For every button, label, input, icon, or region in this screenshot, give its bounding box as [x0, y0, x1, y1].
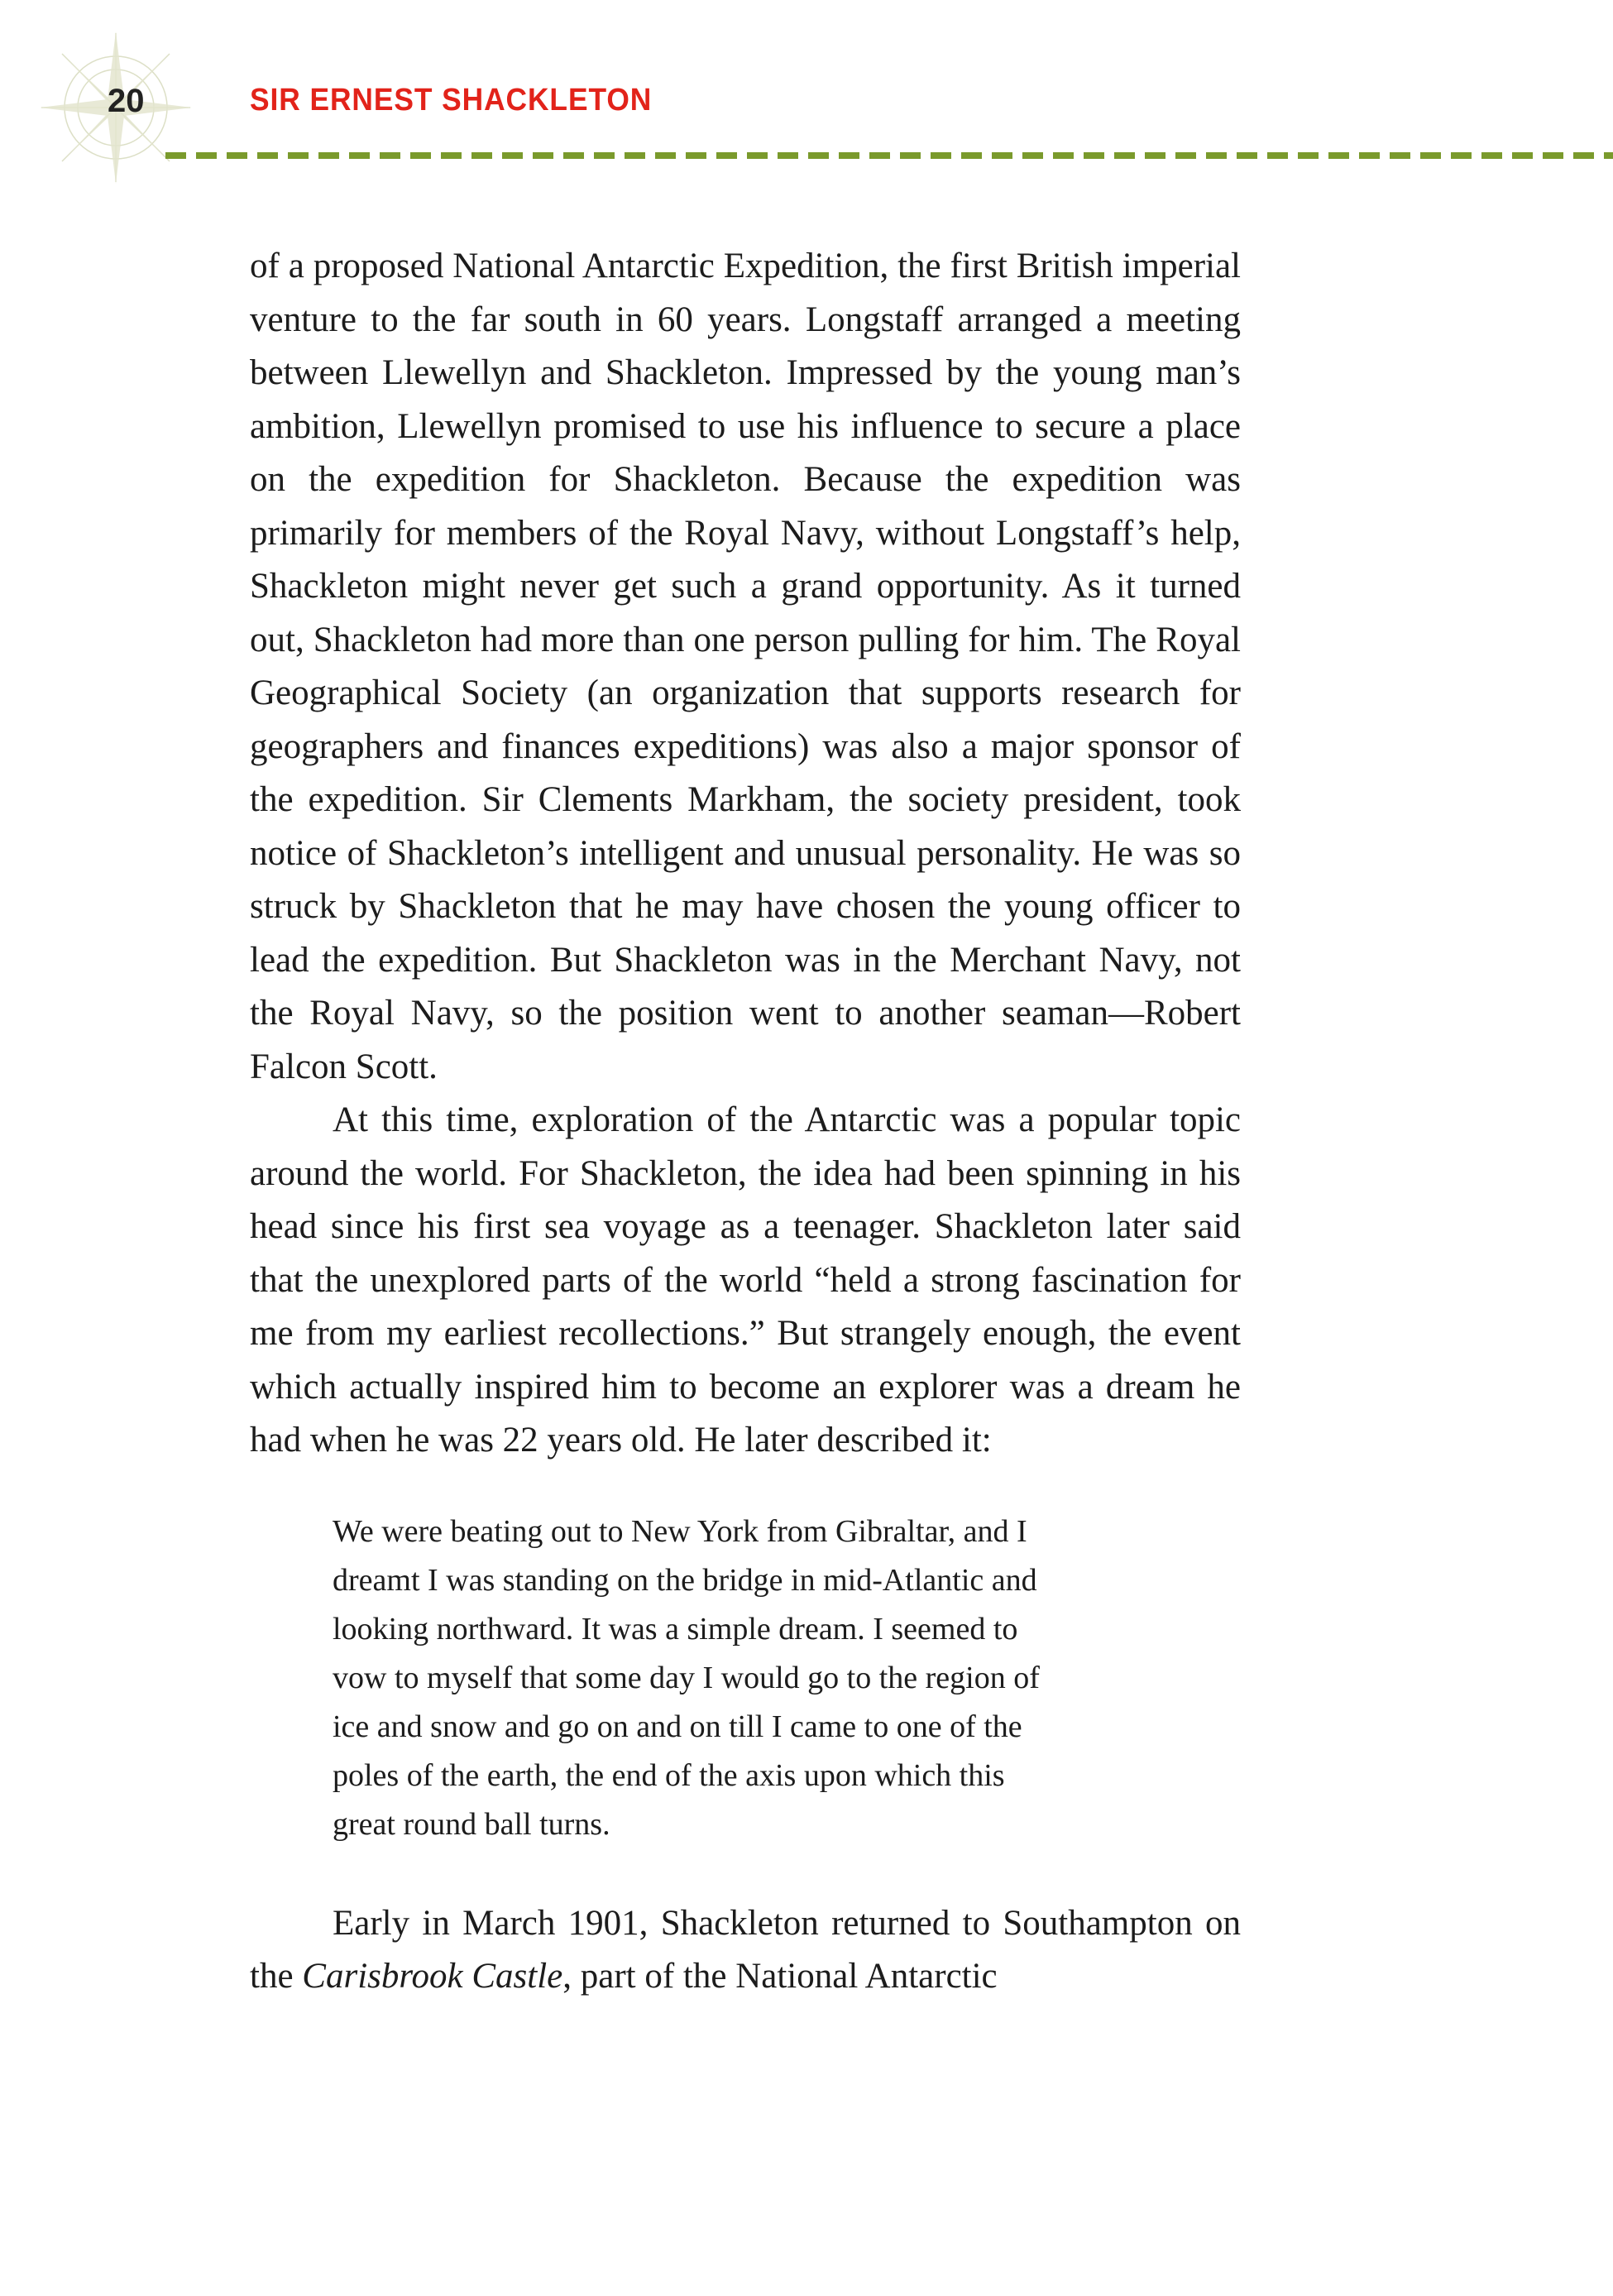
body-text [250, 240, 1241, 2004]
blockquote-line: great round ball turns. [333, 1806, 610, 1842]
paragraph: At this time, exploration of the Antarctic was a popular topic around the world. For Shackleton, the idea had been spinning in his head since his first sea voyage as a teenager. Shackleton later said that the unexplored parts of the world “held a strong fascination for me from my earliest recollections.” But strangely enough, the event which actually inspired him to become an explorer was a dream he had when he was 22 years old. He later described it: [250, 1100, 1241, 1460]
header-dashed-rule [165, 152, 1613, 159]
paragraph: of a proposed National Antarctic Expedition, the first British imperial venture to the far south in 60 years. Longstaff arranged a meeting between Llewellyn and Shackleton. Impressed by the young man’s ambition, Llewellyn promised to use his influence to secure a place on the expedition for Shackleton. Because the expedition was primarily for members of the Royal Navy, without Longstaff’s help, Shackleton might never get such a grand opportunity. As it turned out, Shackleton had more than one person pulling for him. The Royal Geographical Society (an organization that supports research for geographers and finances expeditions) was also a major sponsor of the expedition. Sir Clements Markham, the society president, took notice of Shackleton’s intelligent and unusual personality. He was so struck by Shackleton that he may have chosen the young officer to lead the expedition. But Shackleton was in the Merchant Navy, not the Royal Navy, so the position went to another seaman—Robert Falcon Scott. [250, 247, 1241, 1086]
page-number: 20 [108, 83, 145, 119]
blockquote-line: vow to myself that some day I would go to the region of [333, 1660, 1040, 1695]
blockquote-line: looking northward. It was a simple dream. I seemed to [333, 1611, 1018, 1647]
blockquote-line: We were beating out to New York from Gibraltar, and I [333, 1513, 1027, 1549]
paragraph [250, 1897, 1241, 2004]
blockquote [333, 1507, 1160, 1849]
blockquote-line: poles of the earth, the end of the axis upon which this [333, 1757, 1005, 1793]
running-head-title: SIR ERNEST SHACKLETON [250, 83, 653, 117]
blockquote-line: dreamt I was standing on the bridge in mid-Atlantic and [333, 1562, 1037, 1598]
paragraph-text: , part of the National Antarctic [562, 1957, 998, 1996]
ship-name: Carisbrook Castle [302, 1957, 563, 1996]
paragraph-text: Early in March 1901, Shackleton returned to Southampton on the [250, 1903, 1241, 1996]
blockquote-line: ice and snow and go on and on till I came to one of the [333, 1709, 1022, 1744]
